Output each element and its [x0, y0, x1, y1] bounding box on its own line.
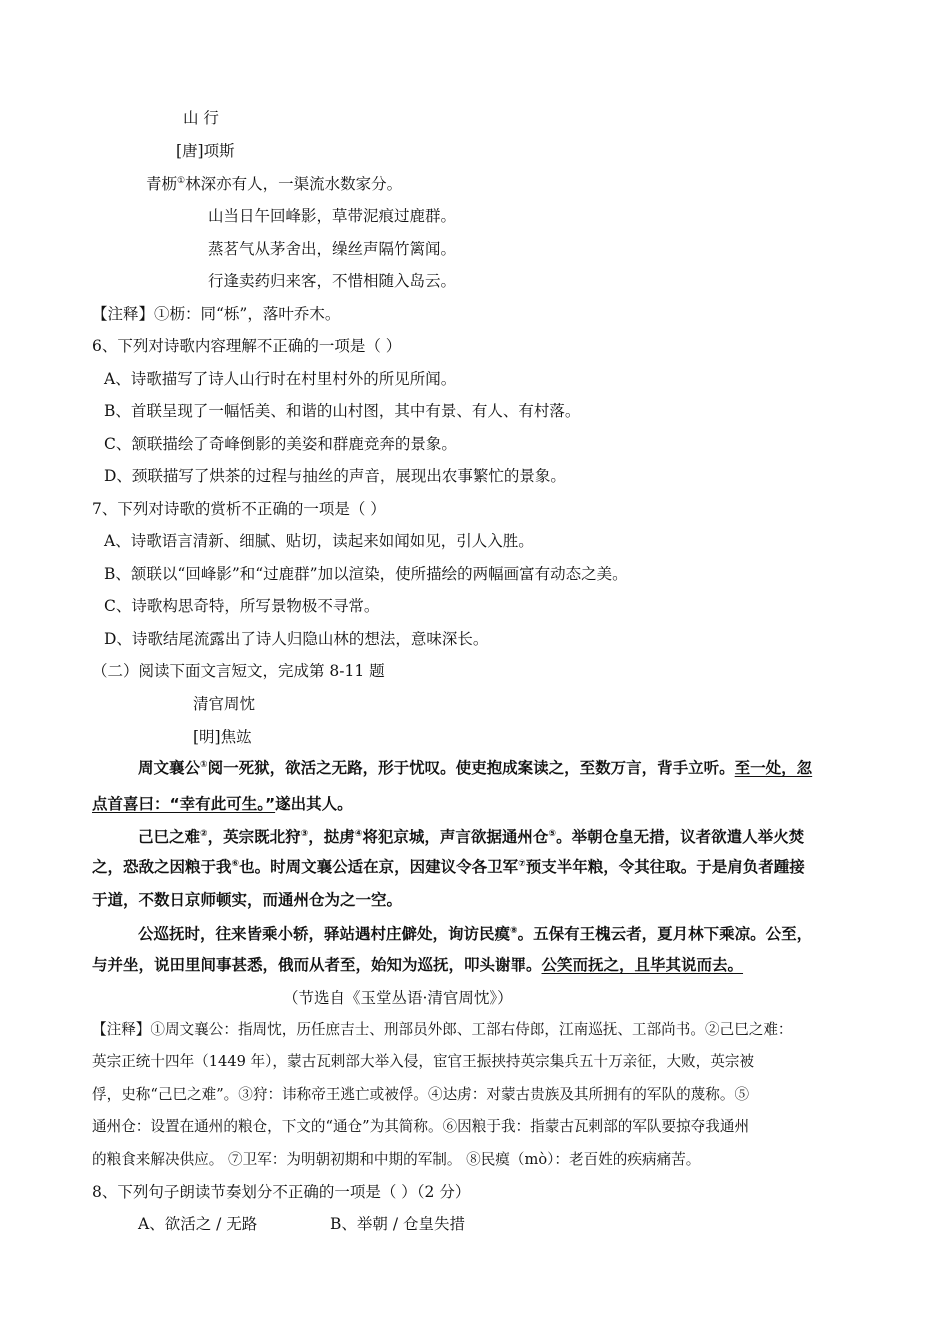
- poem-title: 山 行: [183, 109, 219, 127]
- q8-option-b: B、举朝 / 仓皇失措: [330, 1215, 465, 1233]
- essay-p1-line2: 点首喜曰：“幸有此可生。”遂出其人。: [92, 795, 353, 813]
- q6-option-b: B、首联呈现了一幅恬美、和谐的山村图，其中有景、有人、有村落。: [104, 402, 581, 420]
- notes-line-4: 通州仓：设置在通州的粮仓，下文的“通仓”为其简称。⑥因粮于我：指蒙古瓦剌部的军队要掠夺我通州: [92, 1118, 750, 1135]
- q6-stem: 6、下列对诗歌内容理解不正确的一项是（ ）: [92, 337, 402, 355]
- essay-p2-line2: 之，恐敌之因粮于我⑥也。时周文襄公适在京，因建议令各卫军⑦预支半年粮，令其往取。于是肩负者踵接: [92, 858, 805, 876]
- poem-line-3: 蒸茗气从茅舍出，缲丝声隔竹篱闻。: [208, 240, 457, 258]
- q7-stem: 7、下列对诗歌的赏析不正确的一项是（ ）: [92, 500, 386, 518]
- essay-source: （节选自《玉堂丛语·清官周忱》）: [283, 989, 513, 1007]
- poem-line-2: 山当日午回峰影，草带泥痕过鹿群。: [208, 207, 457, 225]
- poem-line-1: 青枥①林深亦有人，一渠流水数家分。: [146, 175, 403, 193]
- notes-line-5: 的粮食来解决供应。 ⑦卫军：为明朝初期和中期的军制。 ⑧民瘼（mò）：老百姓的疾病痛苦。: [92, 1151, 701, 1168]
- essay-p2-line3: 于道，不数日京师顿实，而通州仓为之一空。: [92, 891, 403, 909]
- essay-p2-line1: 己巳之难②，英宗既北狩③，挞虏④将犯京城，声言欲据通州仓⑤。举朝仓皇无措，议者欲遣人举火焚: [138, 828, 805, 846]
- essay-p1-line1: 周文襄公①阅一死狱，欲活之无路，形于忧叹。使吏抱成案读之，至数万言，背手立听。至一处，忽: [138, 759, 813, 777]
- essay-p3-line1: 公巡抚时，往来皆乘小轿，驿站遇村庄僻处，询访民瘼⑧。五保有王槐云者，夏月林下乘凉。公至，: [138, 925, 813, 943]
- q7-option-c: C、诗歌构思奇特，所写景物极不寻常。: [104, 597, 380, 615]
- section-heading: （二）阅读下面文言短文，完成第 8-11 题: [92, 662, 385, 680]
- q8-stem: 8、下列句子朗读节奏划分不正确的一项是（ ）（2 分）: [92, 1183, 471, 1201]
- q8-option-a: A、欲活之 / 无路: [138, 1215, 258, 1233]
- q6-option-c: C、颔联描绘了奇峰倒影的美姿和群鹿竞奔的景象。: [104, 435, 457, 453]
- q6-option-d: D、颈联描写了烘茶的过程与抽丝的声音，展现出农事繁忙的景象。: [104, 467, 566, 485]
- notes-line-1: 【注释】①周文襄公：指周忱，历任庶吉士、刑部员外郎、工部右侍郎，江南巡抚、工部尚书。②己巳之难：: [92, 1021, 793, 1038]
- poem-author: [唐]项斯: [176, 142, 235, 160]
- essay-author: [明]焦竑: [193, 728, 252, 746]
- q7-option-a: A、诗歌语言清新、细腻、贴切，读起来如闻如见，引人入胜。: [104, 532, 534, 550]
- notes-line-3: 俘，史称“己巳之难”。③狩：讳称帝王逃亡或被俘。④达虏：对蒙古贵族及其所拥有的军队的蔑称。⑤: [92, 1086, 750, 1103]
- essay-p3-line2: 与并坐，说田里间事甚悉，俄而从者至，始知为巡抚，叩头谢罪。公笑而抚之，且毕其说而去。: [92, 956, 744, 974]
- q6-option-a: A、诗歌描写了诗人山行时在村里村外的所见所闻。: [104, 370, 457, 388]
- essay-title: 清官周忱: [193, 695, 256, 713]
- q7-option-b: B、颔联以“回峰影”和“过鹿群”加以渲染，使所描绘的两幅画富有动态之美。: [104, 565, 628, 583]
- poem-line-4: 行逢卖药归来客，不惜相随入岛云。: [208, 272, 457, 290]
- q7-option-d: D、诗歌结尾流露出了诗人归隐山林的想法，意味深长。: [104, 630, 489, 648]
- notes-line-2: 英宗正统十四年（1449 年），蒙古瓦剌部大举入侵，宦官王振挟持英宗集兵五十万亲征，大败，英宗被: [92, 1053, 755, 1070]
- poem-note: 【注释】①枥：同“栎”，落叶乔木。: [92, 305, 341, 323]
